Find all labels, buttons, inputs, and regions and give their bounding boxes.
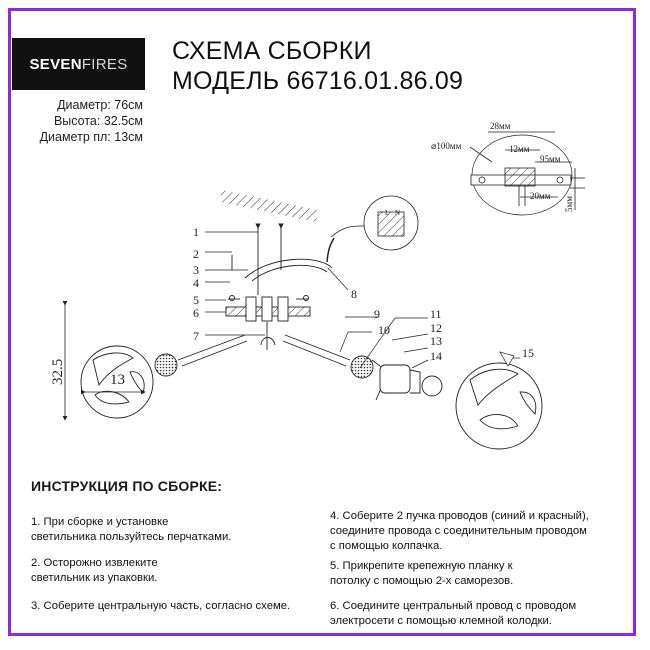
detail-d100-label: ⌀100мм [431, 141, 462, 151]
step-1-line-1: 1. При сборке и установке [31, 516, 169, 528]
detail-w20-label: 20мм [530, 191, 551, 201]
logo-light-text: FIRES [81, 55, 128, 73]
instructions-title: ИНСТРУКЦИЯ ПО СБОРКЕ: [31, 478, 223, 494]
step-3-line-1: 3. Соберите центральную часть, согласно схеме. [31, 600, 291, 612]
instruction-step-3 [31, 599, 290, 614]
dimension-diameter: Диаметр: 76см [57, 98, 143, 112]
logo-bold-text: SEVEN [29, 55, 82, 73]
wiring-n-label: N [395, 209, 401, 217]
width-label: 13 [110, 372, 125, 388]
dimension-base-diameter: Диаметр пл: 13см [39, 130, 143, 144]
callout-11: 11 [430, 307, 442, 321]
instruction-step-5 [330, 559, 513, 589]
instruction-step-1 [31, 515, 231, 545]
instruction-step-4 [330, 509, 589, 554]
step-2-line-2: светильник из упаковки. [31, 572, 158, 584]
detail-w95-label: 95мм [540, 154, 561, 164]
title-line-2: МОДЕЛЬ 66716.01.86.09 [172, 67, 464, 95]
center-assembly [226, 228, 334, 350]
title-line-1: СХЕМА СБОРКИ [172, 37, 372, 65]
step-6-line-2: электросети с помощью клемной колодки. [330, 615, 552, 627]
callout-4: 4 [193, 276, 199, 290]
height-label: 32.5 [50, 358, 66, 385]
callout-10: 10 [378, 323, 390, 337]
left-shade [81, 346, 177, 418]
dimension-height: Высота: 32.5см [53, 114, 143, 128]
callout-1: 1 [193, 225, 199, 239]
callout-14: 14 [430, 349, 442, 363]
step-1-line-2: светильника пользуйтесь перчатками. [31, 531, 232, 543]
detail-h5-label: 5мм [564, 196, 574, 212]
instruction-step-6 [330, 599, 576, 629]
callout-2: 2 [193, 247, 199, 261]
step-2-line-1: 2. Осторожно извлеките [31, 557, 158, 569]
detail-w28-label: 28мм [490, 121, 511, 131]
step-5-line-1: 5. Прикрепите крепежную планку к [330, 560, 513, 572]
callout-13: 13 [430, 334, 442, 348]
ceiling-hatch [220, 190, 318, 222]
callout-3: 3 [193, 263, 199, 277]
wiring-detail [331, 196, 418, 250]
step-4-line-1: 4. Соберите 2 пучка проводов (синий и красный), [330, 510, 589, 522]
step-6-line-1: 6. Соедините центральный провод с проводом [330, 600, 577, 612]
arms [178, 335, 350, 366]
callout-9: 9 [374, 307, 380, 321]
callout-15: 15 [522, 346, 534, 360]
step-4-line-2: соедините провода с соединительным проводом [330, 525, 587, 537]
callout-7: 7 [193, 329, 199, 343]
callout-12: 12 [430, 321, 442, 335]
step-5-line-2: потолку с помощью 2-х саморезов. [330, 575, 514, 587]
wiring-l-label: L [385, 209, 390, 217]
instruction-step-2 [31, 556, 158, 586]
step-4-line-3: с помощью колпачка. [330, 540, 443, 552]
callout-5: 5 [193, 293, 199, 307]
callout-6: 6 [193, 306, 199, 320]
callout-8: 8 [351, 287, 357, 301]
detail-w12-label: 12мм [509, 144, 530, 154]
right-shade [351, 356, 542, 449]
